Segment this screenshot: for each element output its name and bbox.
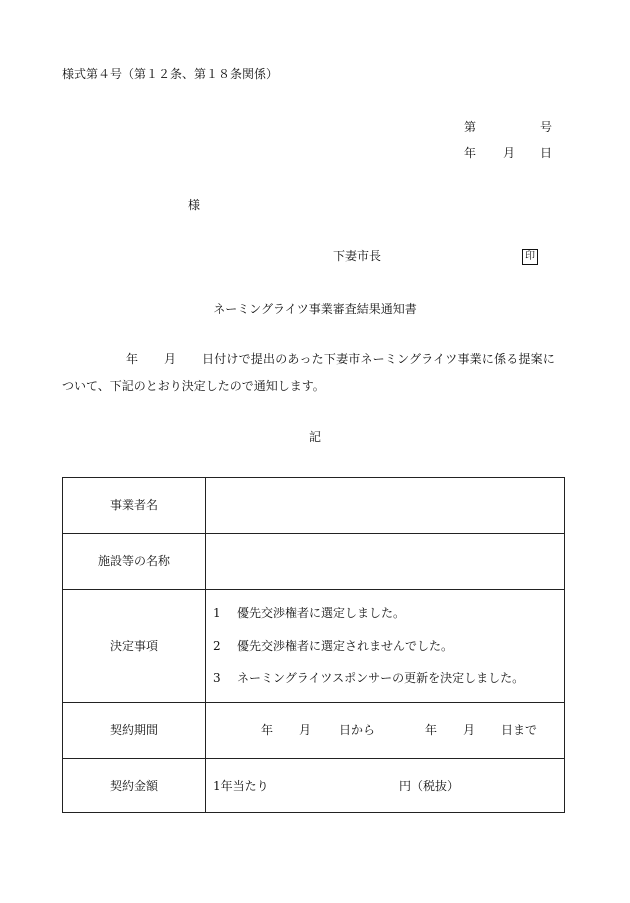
date-day: 日	[540, 146, 553, 160]
decision-item-2-text: 優先交渉権者に選定されませんでした。	[237, 639, 454, 653]
body-date-month: 月	[164, 352, 177, 366]
label-contract-period: 契約期間	[109, 723, 158, 737]
seal-mark: 印	[522, 249, 538, 265]
body-line1: 日付けで提出のあった下妻市ネーミングライツ事業に係る提案に	[202, 352, 556, 366]
period-start-year: 年	[261, 723, 274, 737]
decision-item-1-num: 1	[213, 606, 221, 620]
decision-item-2-num: 2	[213, 639, 221, 653]
period-start-month: 月	[299, 723, 312, 737]
decision-item-3-text: ネーミングライツスポンサーの更新を決定しました。	[237, 671, 525, 685]
column-divider	[205, 478, 206, 812]
ki-heading: 記	[308, 430, 321, 444]
amount-suffix: 円（税抜）	[399, 779, 460, 793]
result-table	[62, 477, 565, 813]
label-business-name: 事業者名	[109, 498, 158, 512]
doc-number-prefix: 第	[464, 120, 477, 134]
period-end-day: 日まで	[501, 723, 538, 737]
amount-prefix: 1年当たり	[213, 779, 269, 793]
date-month: 月	[503, 146, 516, 160]
date-year: 年	[464, 146, 477, 160]
row-divider	[63, 758, 564, 759]
body-date-year: 年	[126, 352, 139, 366]
decision-item-1-text: 優先交渉権者に選定しました。	[237, 606, 406, 620]
form-number: 様式第４号（第１２条、第１８条関係）	[62, 67, 279, 81]
row-divider	[63, 702, 564, 703]
period-end-year: 年	[425, 723, 438, 737]
label-facility-name: 施設等の名称	[97, 554, 170, 568]
doc-number-suffix: 号	[540, 120, 553, 134]
label-decision: 決定事項	[109, 639, 158, 653]
body-line2: ついて、下記のとおり決定したので通知します。	[62, 379, 325, 393]
label-contract-amount: 契約金額	[109, 779, 158, 793]
document-title: ネーミングライツ事業審査結果通知書	[213, 302, 417, 316]
period-start-day: 日から	[339, 723, 376, 737]
row-divider	[63, 533, 564, 534]
addressee-honorific: 様	[188, 198, 201, 212]
row-divider	[63, 589, 564, 590]
sender-title: 下妻市長	[333, 249, 382, 263]
decision-item-3-num: 3	[213, 671, 221, 685]
period-end-month: 月	[463, 723, 476, 737]
